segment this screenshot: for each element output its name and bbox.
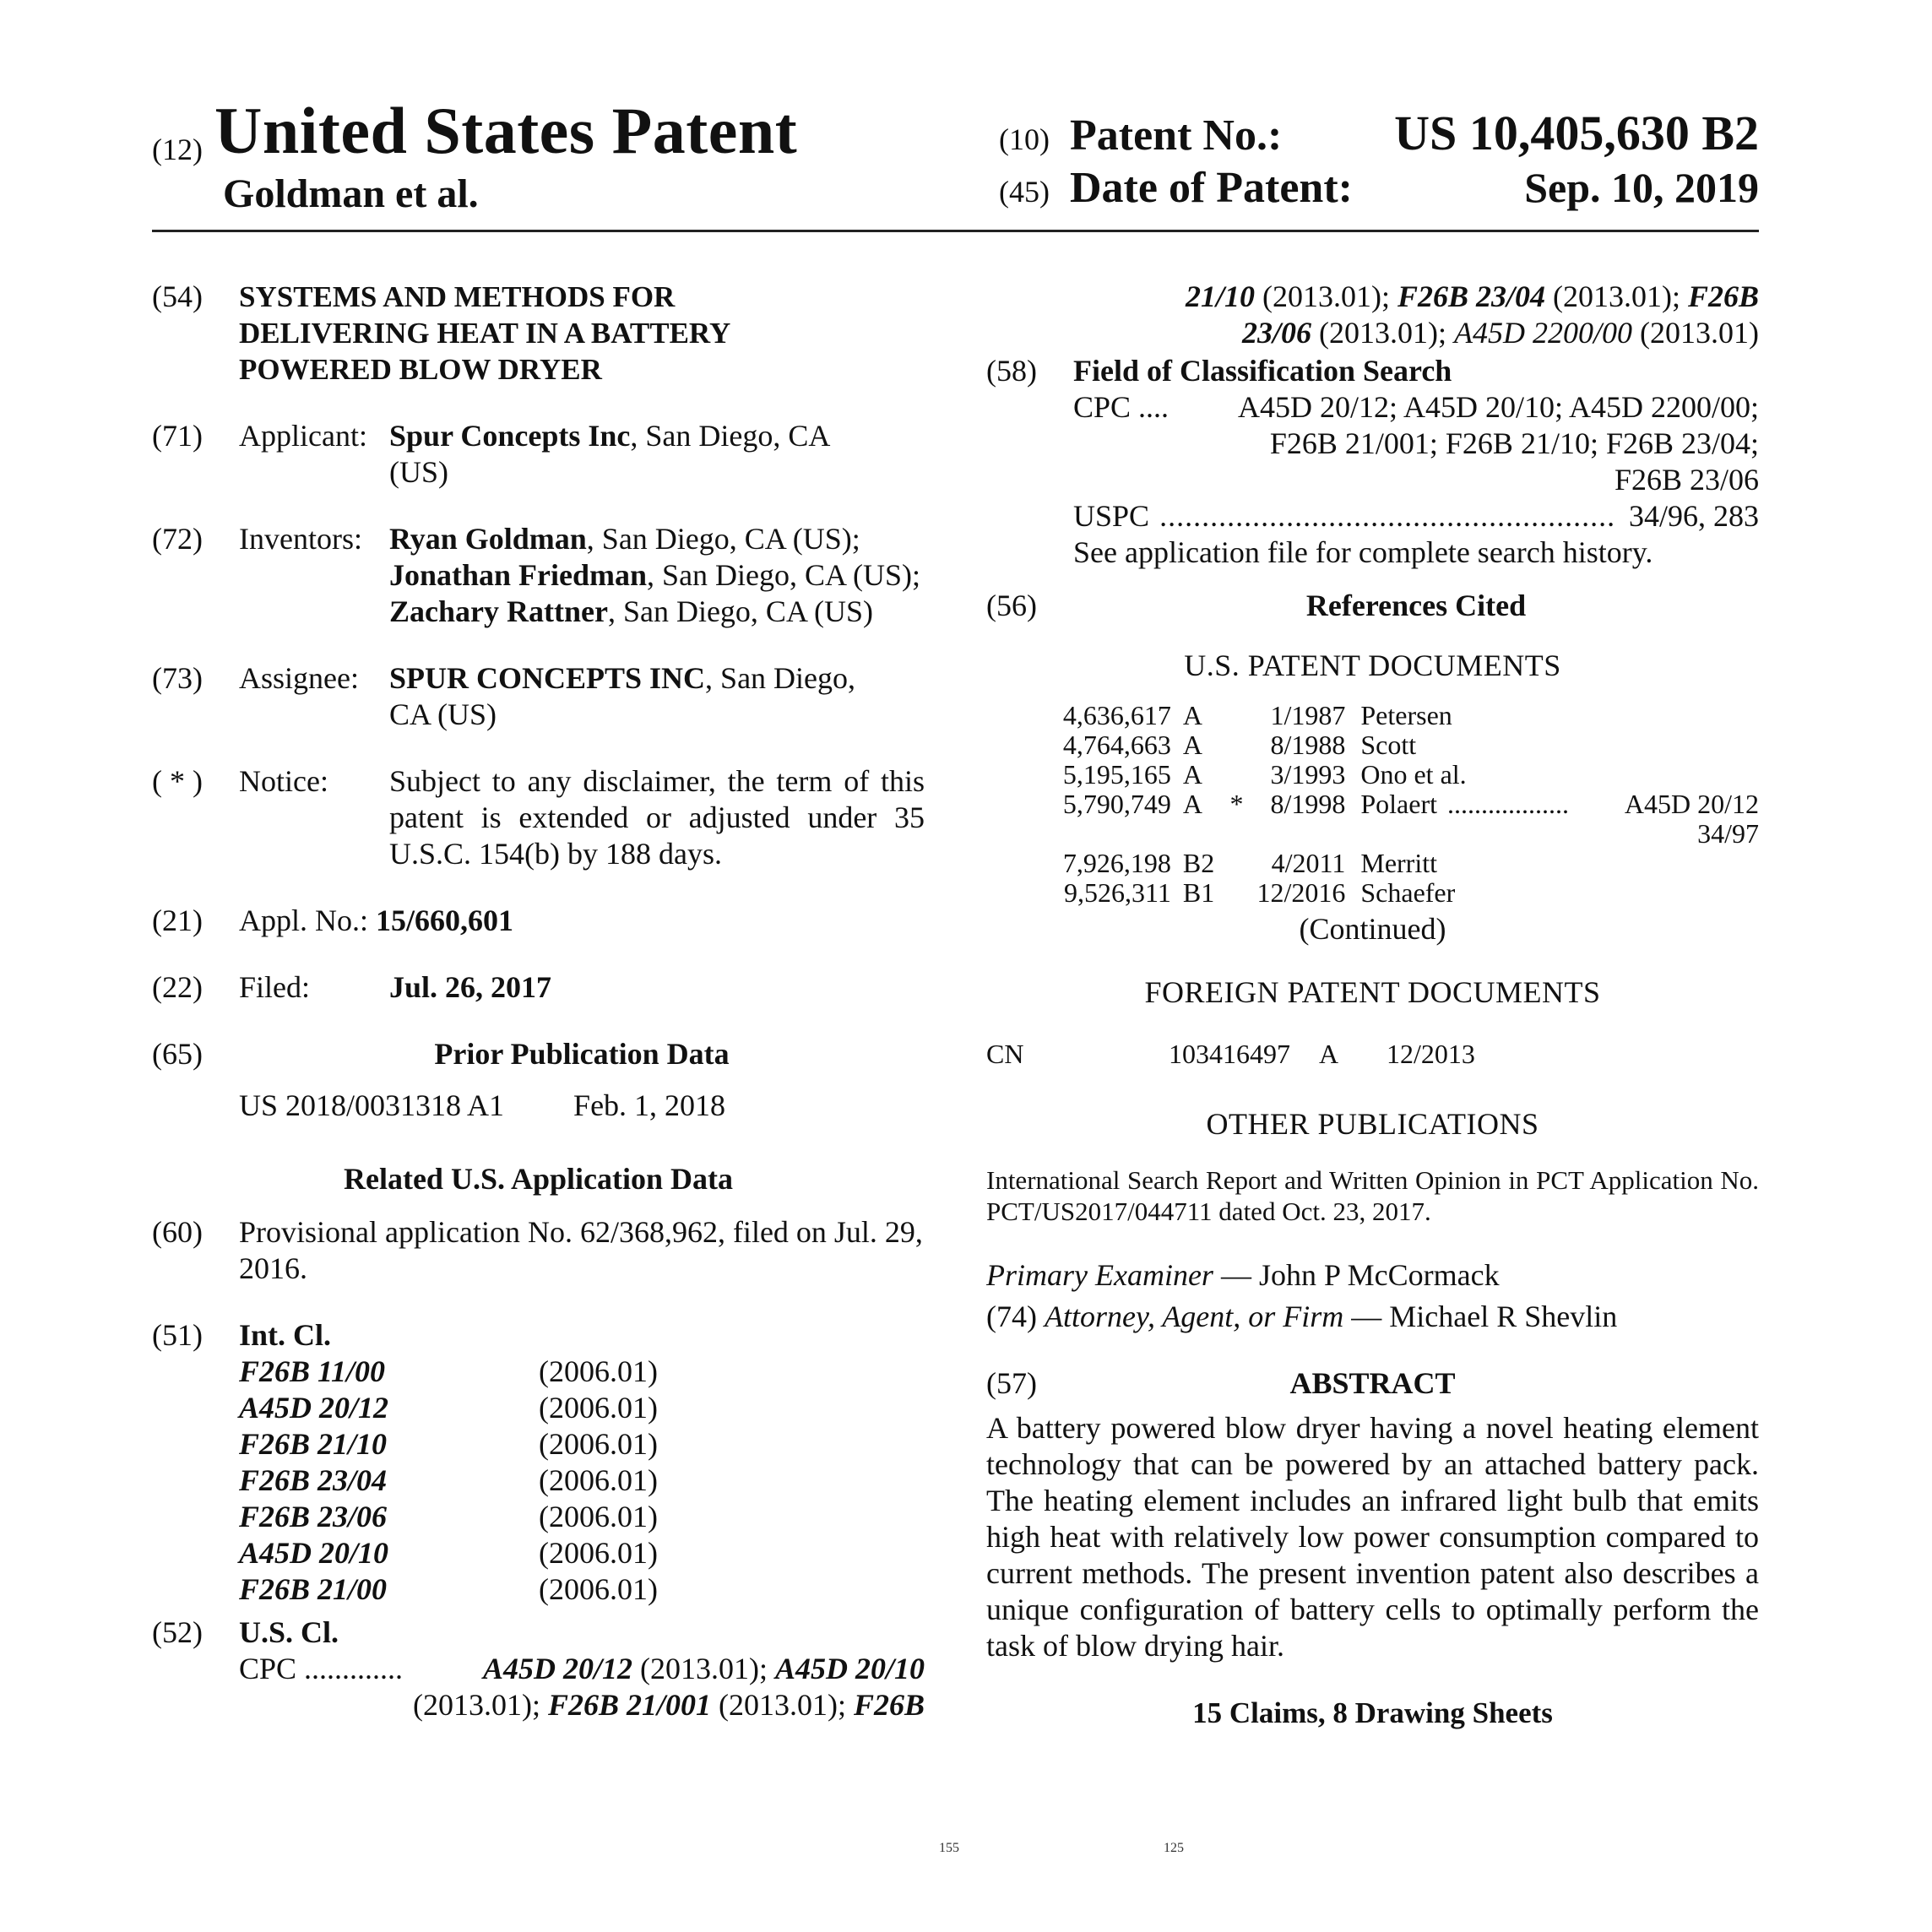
us-doc-kind xyxy=(1171,878,1230,908)
field-73-assignee xyxy=(152,660,925,733)
related-app-heading: Related U.S. Application Data xyxy=(343,1162,734,1196)
us-doc-inventor xyxy=(1345,849,1601,878)
int-cl-class: A45D 20/10 xyxy=(239,1536,389,1570)
us-patent-docs-table xyxy=(1056,701,1759,908)
right-column xyxy=(986,279,1759,1731)
cont-b-year: (2013.01); xyxy=(1544,279,1688,313)
us-cl-c: F26B 21/001 xyxy=(547,1688,711,1722)
us-doc-date-text: 3/1993 xyxy=(1270,759,1346,790)
us-doc-inventor-text: Merritt xyxy=(1360,848,1437,878)
us-doc-row xyxy=(1056,701,1759,730)
int-cl-row xyxy=(239,1426,658,1463)
us-doc-row xyxy=(1056,878,1759,908)
int-cl-class: F26B 21/10 xyxy=(239,1427,388,1461)
int-cl-row xyxy=(239,1571,658,1608)
us-cl-b-year: (2013.01); xyxy=(412,1688,548,1722)
appl-no: 15/660,601 xyxy=(376,904,514,937)
us-doc-number-text: 5,195,165 xyxy=(1062,759,1171,790)
prior-pub-heading: Prior Publication Data xyxy=(434,1037,730,1071)
examiner-label: Primary Examiner xyxy=(986,1258,1213,1292)
footer-mark-1: 155 xyxy=(939,1841,959,1855)
us-doc-number-text: 7,926,198 xyxy=(1062,848,1171,878)
int-cl-row xyxy=(239,1463,658,1499)
foreign-doc-row xyxy=(986,1036,1759,1072)
appl-no-label: Appl. No.: xyxy=(239,904,368,937)
prior-pub-date: Feb. 1, 2018 xyxy=(573,1088,726,1122)
attorney-name: — Michael R Shevlin xyxy=(1343,1300,1618,1333)
footer-mark-2: 125 xyxy=(1164,1841,1184,1855)
cont-c: F26B xyxy=(1687,279,1759,313)
cpc-line-2: F26B 21/001; F26B 21/10; F26B 23/04; xyxy=(1269,426,1759,460)
patent-header xyxy=(152,93,1759,236)
us-doc-kind-text: A xyxy=(1182,700,1202,730)
classification-label: Field of Classification Search xyxy=(1073,354,1452,388)
other-pubs-heading: OTHER PUBLICATIONS xyxy=(1206,1107,1539,1141)
notice-text: Subject to any disclaimer, the term of this patent is extended or adjusted under 35 U.S.C. 154(b) by 188 days. xyxy=(389,764,925,871)
us-doc-star xyxy=(1230,730,1257,760)
field-72-inventors xyxy=(152,521,925,630)
us-doc-star xyxy=(1230,819,1257,849)
us-doc-date-text: 12/2016 xyxy=(1256,877,1346,908)
int-cl-version: (2006.01) xyxy=(539,1354,658,1388)
us-doc-kind xyxy=(1171,760,1230,790)
field-65-prior-pub xyxy=(152,1036,925,1124)
examiner-line xyxy=(986,1257,1759,1294)
us-doc-leader: .................. xyxy=(1447,789,1569,819)
us-doc-number xyxy=(1056,760,1171,790)
field-22-filed xyxy=(152,969,925,1006)
document-title: United States Patent xyxy=(214,94,798,167)
patent-no-label: Patent No.: xyxy=(1070,111,1283,160)
us-doc-star xyxy=(1230,790,1257,819)
uspc-label: USPC xyxy=(1073,499,1150,533)
us-doc-number-text: 4,636,617 xyxy=(1062,700,1171,730)
us-doc-class xyxy=(1601,819,1759,849)
us-doc-kind-text: B1 xyxy=(1182,877,1215,908)
claims-summary: 15 Claims, 8 Drawing Sheets xyxy=(1192,1696,1553,1729)
examiner-name: — John P McCormack xyxy=(1213,1258,1500,1292)
us-doc-row xyxy=(1056,849,1759,878)
us-doc-row xyxy=(1056,760,1759,790)
search-history-note: See application file for complete search history. xyxy=(1073,535,1653,569)
cpc-line-1: A45D 20/12; A45D 20/10; A45D 2200/00; xyxy=(1237,390,1759,424)
us-doc-inventor-text: Petersen xyxy=(1360,700,1452,730)
left-column xyxy=(152,279,925,1754)
assignee-location: , San Diego, CA (US) xyxy=(389,661,856,731)
us-doc-date-text: 8/1988 xyxy=(1270,730,1346,760)
code-10: (10) xyxy=(999,122,1050,156)
field-60-provisional xyxy=(152,1214,925,1287)
applicant-location: , San Diego, CA (US) xyxy=(389,419,829,489)
patent-number: US 10,405,630 B2 xyxy=(1394,106,1759,160)
notice-label: Notice: xyxy=(239,764,328,798)
patent-date: Sep. 10, 2019 xyxy=(1524,164,1759,211)
us-doc-class xyxy=(1601,701,1759,730)
us-doc-class xyxy=(1601,878,1759,908)
cont-d-year: (2013.01) xyxy=(1632,316,1759,350)
applicant-name: Spur Concepts Inc xyxy=(389,419,631,453)
us-doc-number-text: 9,526,311 xyxy=(1064,877,1171,908)
us-doc-date xyxy=(1256,701,1345,730)
authors: Goldman et al. xyxy=(223,171,479,216)
field-code: (56) xyxy=(986,589,1037,622)
filed-date: Jul. 26, 2017 xyxy=(389,970,552,1004)
int-cl-version: (2006.01) xyxy=(539,1463,658,1497)
field-code: (57) xyxy=(986,1366,1037,1400)
foreign-number: 103416497 xyxy=(1169,1039,1290,1069)
us-doc-class-text: A45D 20/12 xyxy=(1624,789,1759,819)
int-cl-row xyxy=(239,1390,658,1426)
attorney-label: Attorney, Agent, or Firm xyxy=(1044,1300,1344,1333)
us-doc-inventor-text: Polaert xyxy=(1360,789,1437,819)
us-doc-class xyxy=(1601,849,1759,878)
us-doc-inventor-text: Scott xyxy=(1360,730,1417,760)
abstract-heading: ABSTRACT xyxy=(1289,1366,1456,1400)
us-doc-date xyxy=(1256,790,1345,819)
us-doc-date xyxy=(1256,878,1345,908)
invention-title: SYSTEMS AND METHODS FOR DELIVERING HEAT IN A BATTERY POWERED BLOW DRYER xyxy=(239,280,730,386)
field-code: (52) xyxy=(152,1615,203,1649)
prior-pub-number: US 2018/0031318 A1 xyxy=(239,1088,505,1122)
us-doc-kind-text: A xyxy=(1182,789,1202,819)
foreign-date: 12/2013 xyxy=(1387,1039,1475,1069)
us-doc-star-text: * xyxy=(1229,789,1244,819)
us-doc-date xyxy=(1256,760,1345,790)
us-doc-number-text: 4,764,663 xyxy=(1062,730,1171,760)
us-doc-row xyxy=(1056,819,1759,849)
inventor-2: Jonathan Friedman xyxy=(389,558,648,592)
int-cl-row xyxy=(239,1499,658,1535)
cont-d: A45D 2200/00 xyxy=(1454,316,1633,350)
us-doc-number xyxy=(1056,730,1171,760)
us-doc-star xyxy=(1230,701,1257,730)
us-cl-continuation xyxy=(986,279,1759,351)
inventor-1: Ryan Goldman xyxy=(389,522,587,556)
int-cl-class: F26B 23/06 xyxy=(239,1500,388,1533)
int-cl-class: F26B 21/00 xyxy=(239,1572,388,1606)
int-cl-table xyxy=(239,1354,658,1608)
inventor-1-location: , San Diego, CA (US); xyxy=(586,522,860,556)
us-doc-inventor xyxy=(1345,790,1601,819)
us-doc-date xyxy=(1256,819,1345,849)
int-cl-version: (2006.01) xyxy=(539,1500,658,1533)
us-doc-inventor xyxy=(1345,730,1601,760)
us-doc-class xyxy=(1601,760,1759,790)
filed-label: Filed: xyxy=(239,970,311,1004)
us-doc-inventor xyxy=(1345,819,1601,849)
int-cl-version: (2006.01) xyxy=(539,1536,658,1570)
cont-b: F26B 23/04 xyxy=(1397,279,1545,313)
us-doc-kind xyxy=(1171,849,1230,878)
int-cl-version: (2006.01) xyxy=(539,1427,658,1461)
us-doc-kind-text: B2 xyxy=(1182,848,1215,878)
continued-note: (Continued) xyxy=(1299,912,1446,946)
field-code: (51) xyxy=(152,1318,203,1352)
provisional-text: Provisional application No. 62/368,962, filed on Jul. 29, 2016. xyxy=(239,1215,923,1285)
applicant-label: Applicant: xyxy=(239,419,367,453)
inventor-3-location: , San Diego, CA (US) xyxy=(607,594,873,628)
header-right xyxy=(999,93,1759,213)
field-21-appl-no xyxy=(152,903,925,939)
us-doc-class-text: 34/97 xyxy=(1697,818,1759,849)
us-doc-date xyxy=(1256,730,1345,760)
us-doc-number xyxy=(1056,878,1171,908)
us-doc-number-text: 5,790,749 xyxy=(1062,789,1171,819)
foreign-country: CN xyxy=(986,1039,1024,1069)
attorney-line xyxy=(986,1299,1759,1335)
date-label: Date of Patent: xyxy=(1070,164,1353,212)
us-doc-number xyxy=(1056,819,1171,849)
field-code: (54) xyxy=(152,279,203,313)
us-doc-inventor xyxy=(1345,760,1601,790)
field-code: (21) xyxy=(152,904,203,937)
field-51-int-cl xyxy=(152,1317,925,1608)
cpc-label: CPC .... xyxy=(1073,390,1170,424)
us-doc-kind-text: A xyxy=(1182,759,1202,790)
field-code: (58) xyxy=(986,354,1037,388)
field-57-abstract xyxy=(986,1365,1759,1402)
field-code: (22) xyxy=(152,970,203,1004)
int-cl-class: F26B 23/04 xyxy=(239,1463,388,1497)
field-52-us-cl xyxy=(152,1615,925,1723)
us-doc-star xyxy=(1230,849,1257,878)
us-cl-b: A45D 20/10 xyxy=(774,1652,925,1685)
us-cl-label: U.S. Cl. xyxy=(239,1615,339,1649)
us-doc-number xyxy=(1056,790,1171,819)
uspc-value: 34/96, 283 xyxy=(1628,499,1759,533)
us-doc-row xyxy=(1056,790,1759,819)
int-cl-class: A45D 20/12 xyxy=(239,1391,389,1425)
us-cl-cpc: CPC ............. xyxy=(239,1652,404,1685)
int-cl-class: F26B 11/00 xyxy=(239,1354,386,1388)
assignee-name: SPUR CONCEPTS INC xyxy=(389,661,706,695)
us-cl-a-year: (2013.01); xyxy=(632,1652,775,1685)
us-doc-number xyxy=(1056,849,1171,878)
references-heading: References Cited xyxy=(1305,589,1527,622)
us-doc-inventor xyxy=(1345,878,1601,908)
us-cl-d: F26B xyxy=(853,1688,925,1722)
field-54-title xyxy=(152,279,925,388)
inventor-2-location: , San Diego, CA (US); xyxy=(647,558,921,592)
inventors-label: Inventors: xyxy=(239,522,362,556)
uspc-leader: ...................................................... xyxy=(1159,499,1616,533)
header-rule xyxy=(152,230,1759,232)
us-doc-inventor xyxy=(1345,701,1601,730)
field-code: (71) xyxy=(152,419,203,453)
us-doc-number xyxy=(1056,701,1171,730)
us-doc-kind xyxy=(1171,701,1230,730)
us-doc-star xyxy=(1230,760,1257,790)
code-45: (45) xyxy=(999,175,1050,209)
us-doc-date-text: 4/2011 xyxy=(1271,848,1346,878)
us-doc-row xyxy=(1056,730,1759,760)
us-doc-kind-text: A xyxy=(1182,730,1202,760)
us-doc-inventor-text: Ono et al. xyxy=(1360,759,1467,790)
int-cl-label: Int. Cl. xyxy=(239,1318,332,1352)
other-pubs-text: International Search Report and Written Opinion in PCT Application No. PCT/US2017/044711 dated Oct. 23, 2017. xyxy=(986,1165,1759,1226)
int-cl-version: (2006.01) xyxy=(539,1391,658,1425)
int-cl-row xyxy=(239,1535,658,1571)
field-58-classification xyxy=(986,353,1759,571)
field-56-references xyxy=(986,588,1759,624)
foreign-kind: A xyxy=(1319,1039,1339,1069)
foreign-docs-heading: FOREIGN PATENT DOCUMENTS xyxy=(1144,975,1601,1009)
us-cl-a: A45D 20/12 xyxy=(482,1652,632,1685)
us-doc-class xyxy=(1601,790,1759,819)
us-doc-inventor-text: Schaefer xyxy=(1360,877,1456,908)
field-code: (72) xyxy=(152,522,203,556)
header-left xyxy=(152,93,996,217)
field-71-applicant xyxy=(152,418,925,491)
field-notice xyxy=(152,763,925,872)
int-cl-version: (2006.01) xyxy=(539,1572,658,1606)
field-code: (73) xyxy=(152,661,203,695)
abstract-text: A battery powered blow dryer having a novel heating element technology that can be powered by an attached battery pack. The heating element includes an infrared light bulb that emits high heat with relatively low power consumption compared to current methods. The present invention patent also describes a unique configuration of battery cells to optimally perform the task of blow drying hair. xyxy=(986,1411,1759,1663)
us-doc-date xyxy=(1256,849,1345,878)
attorney-code: (74) xyxy=(986,1300,1037,1333)
us-doc-star xyxy=(1230,878,1257,908)
cont-c-year: (2013.01); xyxy=(1311,316,1455,350)
us-doc-kind xyxy=(1171,819,1230,849)
field-code: ( * ) xyxy=(152,764,203,798)
cont-a-year: (2013.01); xyxy=(1254,279,1397,313)
us-cl-c-year: (2013.01); xyxy=(710,1688,854,1722)
us-doc-kind xyxy=(1171,730,1230,760)
field-code: (60) xyxy=(152,1215,203,1249)
code-12: (12) xyxy=(152,133,203,167)
assignee-label: Assignee: xyxy=(239,661,359,695)
int-cl-row xyxy=(239,1354,658,1390)
field-code: (65) xyxy=(152,1037,203,1071)
us-doc-kind xyxy=(1171,790,1230,819)
cont-c2: 23/06 xyxy=(1242,316,1312,350)
us-docs-heading: U.S. PATENT DOCUMENTS xyxy=(1184,649,1561,682)
us-doc-date-text: 8/1998 xyxy=(1270,789,1346,819)
cpc-line-3: F26B 23/06 xyxy=(1614,463,1759,497)
us-doc-date-text: 1/1987 xyxy=(1270,700,1346,730)
us-doc-class xyxy=(1601,730,1759,760)
cont-a: 21/10 xyxy=(1185,279,1255,313)
inventor-3: Zachary Rattner xyxy=(389,594,608,628)
